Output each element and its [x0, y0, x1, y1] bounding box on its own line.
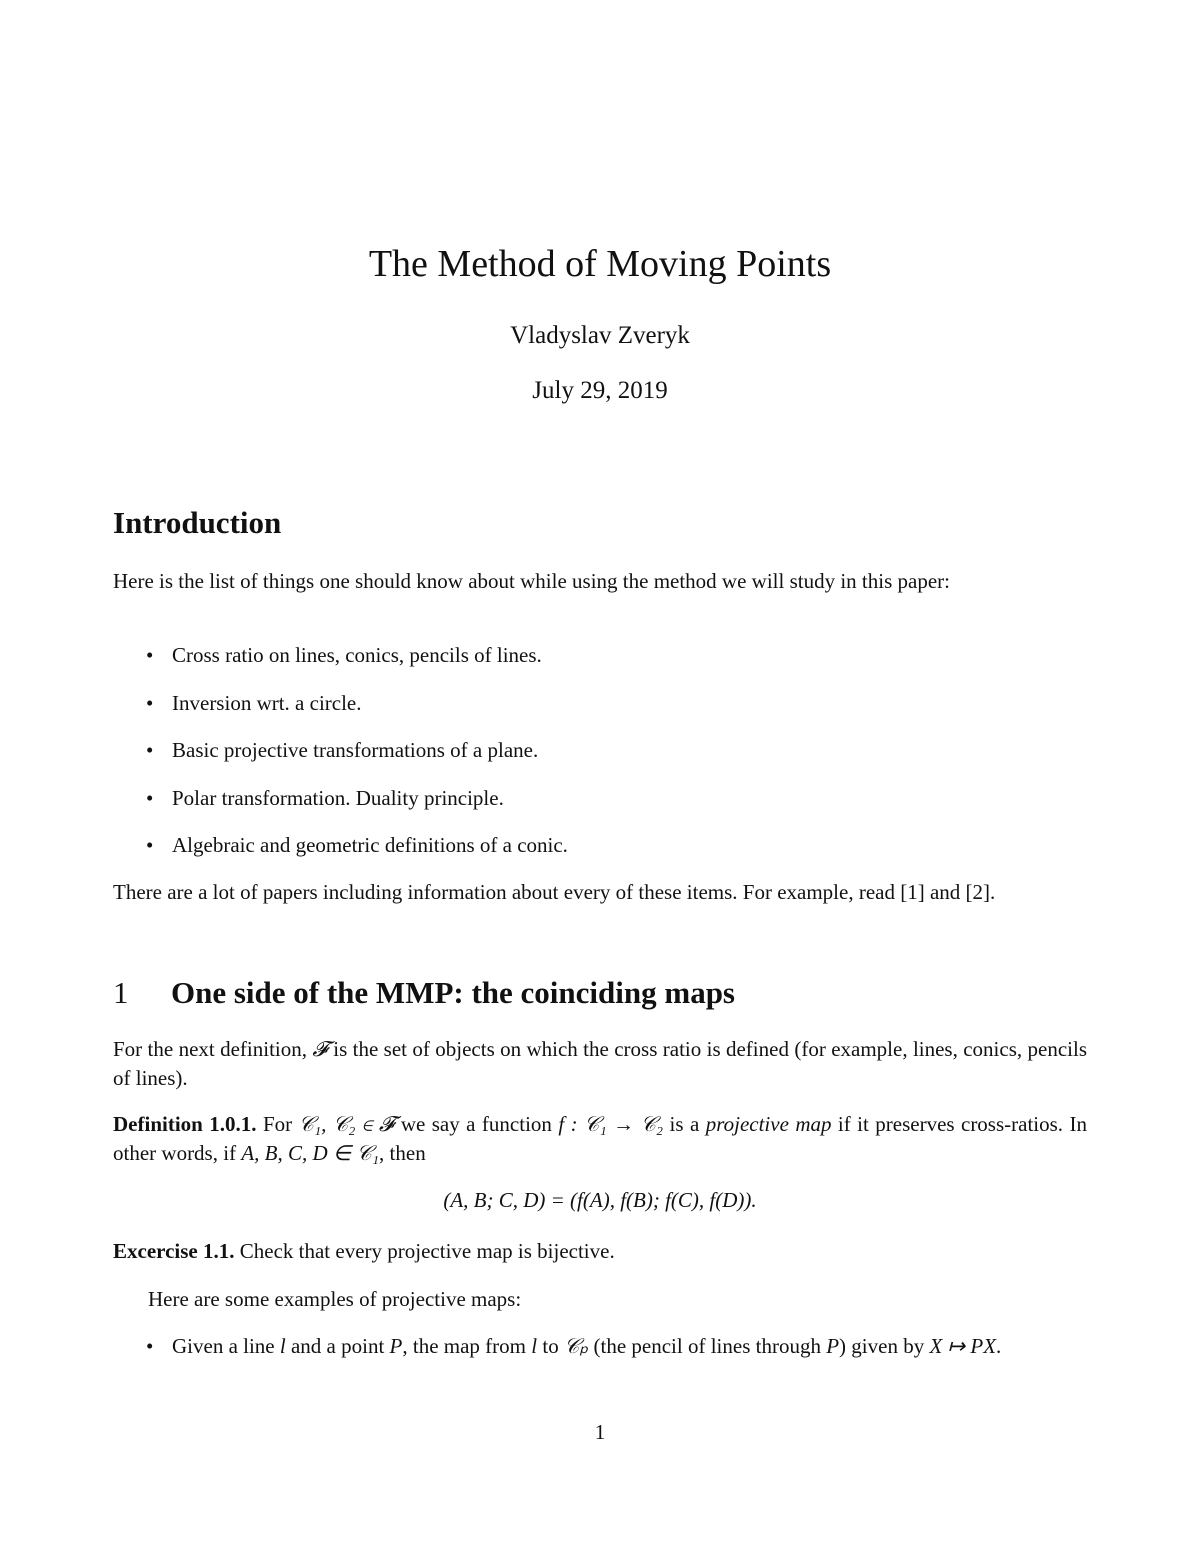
- section-number: 1: [113, 975, 129, 1010]
- list-item: [146, 736, 1086, 765]
- math-inline: f : 𝒞₁ → 𝒞₂: [558, 1112, 664, 1136]
- introduction-lead: Here is the list of things one should know about while using the method we will study in this paper:: [113, 569, 950, 593]
- bullet-icon: •: [146, 833, 154, 857]
- list-item-text: Basic projective transformations of a plane.: [172, 738, 539, 762]
- introduction-heading: Introduction: [113, 505, 282, 540]
- text-run: we say a function: [394, 1112, 559, 1136]
- display-equation: (A, B; C, D) = (f(A), f(B); f(C), f(D)).: [443, 1188, 757, 1212]
- math-inline: P: [389, 1334, 403, 1358]
- text-run: ) given by: [839, 1334, 930, 1358]
- publication-date: July 29, 2019: [532, 377, 668, 404]
- text-run: to: [537, 1334, 564, 1358]
- list-item: [146, 831, 1086, 860]
- bullet-icon: •: [146, 786, 154, 810]
- text-run: Given a line: [172, 1334, 280, 1358]
- math-inline: X ↦ PX: [929, 1334, 997, 1358]
- text-run: For the next definition,: [113, 1037, 313, 1061]
- list-item: [146, 1332, 1086, 1361]
- math-inline: 𝒞₁, 𝒞₂ ∈ 𝓕: [298, 1112, 395, 1136]
- bullet-icon: •: [146, 1334, 154, 1358]
- section-1-heading: [113, 975, 735, 1011]
- exercise-label: Excercise 1.1.: [113, 1239, 235, 1263]
- text-run: , the map from: [402, 1334, 532, 1358]
- list-item: [146, 784, 1086, 813]
- section-title: One side of the MMP: the coinciding maps: [171, 975, 735, 1010]
- bullet-icon: •: [146, 738, 154, 762]
- author-name: Vladyslav Zveryk: [510, 322, 690, 349]
- math-inline: 𝒞ₚ: [563, 1334, 589, 1358]
- definition-label: Definition 1.0.1.: [113, 1112, 257, 1136]
- math-inline: l: [531, 1334, 538, 1358]
- section-1-intro: [113, 1035, 1087, 1093]
- text-run: Check that every projective map is bijective.: [234, 1239, 615, 1263]
- text-run: , then: [379, 1141, 426, 1165]
- math-inline: l: [279, 1334, 286, 1358]
- math-inline: P: [826, 1334, 840, 1358]
- list-item-text: Inversion wrt. a circle.: [172, 691, 362, 715]
- defined-term: projective map: [705, 1112, 832, 1136]
- text-run: .: [996, 1334, 1002, 1358]
- list-item-text: [172, 1332, 1086, 1361]
- bullet-icon: •: [146, 691, 154, 715]
- text-run: if it preserves cross-ratios. In other words, if: [113, 1112, 1087, 1165]
- list-item: [146, 689, 1086, 718]
- list-item-text: Cross ratio on lines, conics, pencils of lines.: [172, 643, 542, 667]
- list-item-text: Polar transformation. Duality principle.: [172, 786, 504, 810]
- definition-1-0-1: [113, 1110, 1087, 1168]
- page-number: 1: [594, 1420, 606, 1444]
- text-run: and a point: [285, 1334, 390, 1358]
- list-item-text: Algebraic and geometric definitions of a conic.: [172, 833, 568, 857]
- introduction-closing: There are a lot of papers including information about every of these items. For example, read [1] and [2].: [113, 880, 996, 904]
- paper-title: The Method of Moving Points: [368, 243, 832, 285]
- list-item: [146, 641, 1086, 670]
- text-run: (the pencil of lines through: [588, 1334, 827, 1358]
- text-run: is the set of objects on which the cross ratio is defined (for example, lines, conics, pencils of lines).: [113, 1037, 1087, 1090]
- examples-lead: Here are some examples of projective maps:: [148, 1287, 522, 1311]
- math-symbol: 𝓕: [312, 1037, 328, 1061]
- math-inline: A, B, C, D ∈ 𝒞₁: [241, 1141, 380, 1165]
- exercise-1-1: [113, 1237, 1087, 1266]
- text-run: For: [256, 1112, 299, 1136]
- text-run: is a: [663, 1112, 706, 1136]
- bullet-icon: •: [146, 643, 154, 667]
